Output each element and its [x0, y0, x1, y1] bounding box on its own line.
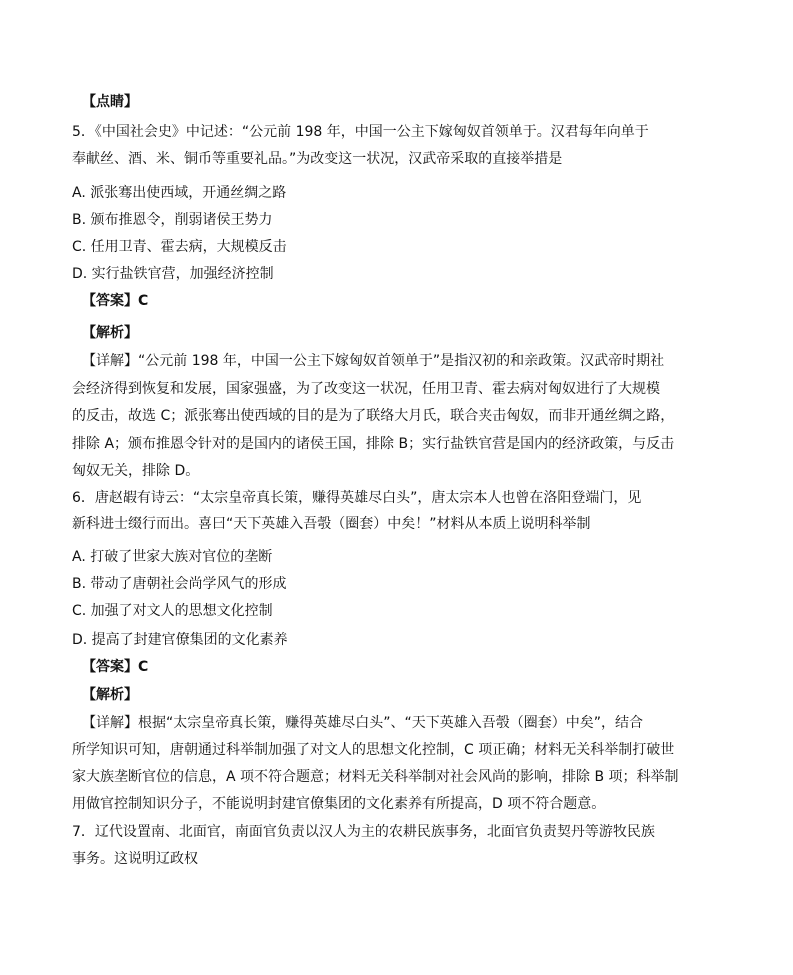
dianjing-label: 【点睛】	[82, 94, 138, 110]
q6-detail-line-2: 所学知识可知，唐朝通过科举制加强了对文人的思想文化控制，C 项正确；材料无关科举制打破世	[72, 742, 675, 758]
q5-stem-line-2: 奉献丝、酒、米、铜币等重要礼品。”为改变这一状况，汉武帝采取的直接举措是	[72, 151, 563, 167]
q7-stem-line-2: 事务。这说明辽政权	[72, 851, 198, 867]
q5-option-a: A. 派张骞出使西域，开通丝绸之路	[72, 185, 287, 201]
q6-option-c: C. 加强了对文人的思想文化控制	[72, 603, 273, 619]
q5-analysis-label: 【解析】	[82, 325, 138, 341]
q6-detail-line-1: 【详解】根据“太宗皇帝真长策，赚得英雄尽白头”、“天下英雄入吾彀（圈套）中矣”，结合	[82, 715, 644, 731]
q5-detail-line-3: 的反击，故选 C；派张骞出使西域的目的是为了联络大月氏，联合夹击匈奴，而非开通丝绸之路，	[72, 408, 675, 424]
q5-stem-line-1: 5．《中国社会史》中记述：“公元前 198 年，中国一公主下嫁匈奴首领单于。汉君每年向单于	[72, 124, 649, 140]
q5-detail-line-2: 会经济得到恢复和发展，国家强盛，为了改变这一状况，任用卫青、霍去病对匈奴进行了大规模	[72, 381, 660, 397]
q5-option-b: B. 颁布推恩令，削弱诸侯王势力	[72, 212, 273, 228]
q6-detail-line-3: 家大族垄断官位的信息，A 项不符合题意；材料无关科举制对社会风尚的影响，排除 B 项；科举制	[72, 769, 679, 785]
q6-option-d: D. 提高了封建官僚集团的文化素养	[72, 632, 288, 648]
q5-detail-line-4: 排除 A；颁布推恩令针对的是国内的诸侯王国，排除 B；实行盐铁官营是国内的经济政策，与反击	[72, 436, 675, 452]
q5-answer: 【答案】C	[82, 293, 149, 309]
q6-option-b: B. 带动了唐朝社会尚学风气的形成	[72, 576, 287, 592]
q6-stem-line-2: 新科进士缀行而出。喜曰“天下英雄入吾彀（圈套）中矣！”材料从本质上说明科举制	[72, 516, 591, 532]
q5-detail-line-5: 匈奴无关，排除 D。	[72, 463, 200, 479]
q6-answer: 【答案】C	[82, 659, 149, 675]
q6-detail-line-4: 用做官控制知识分子，不能说明封建官僚集团的文化素养有所提高，D 项不符合题意。	[72, 796, 606, 812]
q5-option-c: C. 任用卫青、霍去病，大规模反击	[72, 239, 287, 255]
q6-analysis-label: 【解析】	[82, 687, 138, 703]
q6-option-a: A. 打破了世家大族对官位的垄断	[72, 549, 273, 565]
q6-stem-line-1: 6．唐赵嘏有诗云：“太宗皇帝真长策，赚得英雄尽白头”，唐太宗本人也曾在洛阳登端门，见	[72, 490, 642, 506]
q5-option-d: D. 实行盐铁官营，加强经济控制	[72, 266, 274, 282]
q7-stem-line-1: 7．辽代设置南、北面官，南面官负责以汉人为主的农耕民族事务，北面官负责契丹等游牧民族	[72, 824, 655, 840]
q5-detail-line-1: 【详解】“公元前 198 年，中国一公主下嫁匈奴首领单于”是指汉初的和亲政策。汉武帝时期社	[82, 353, 665, 369]
